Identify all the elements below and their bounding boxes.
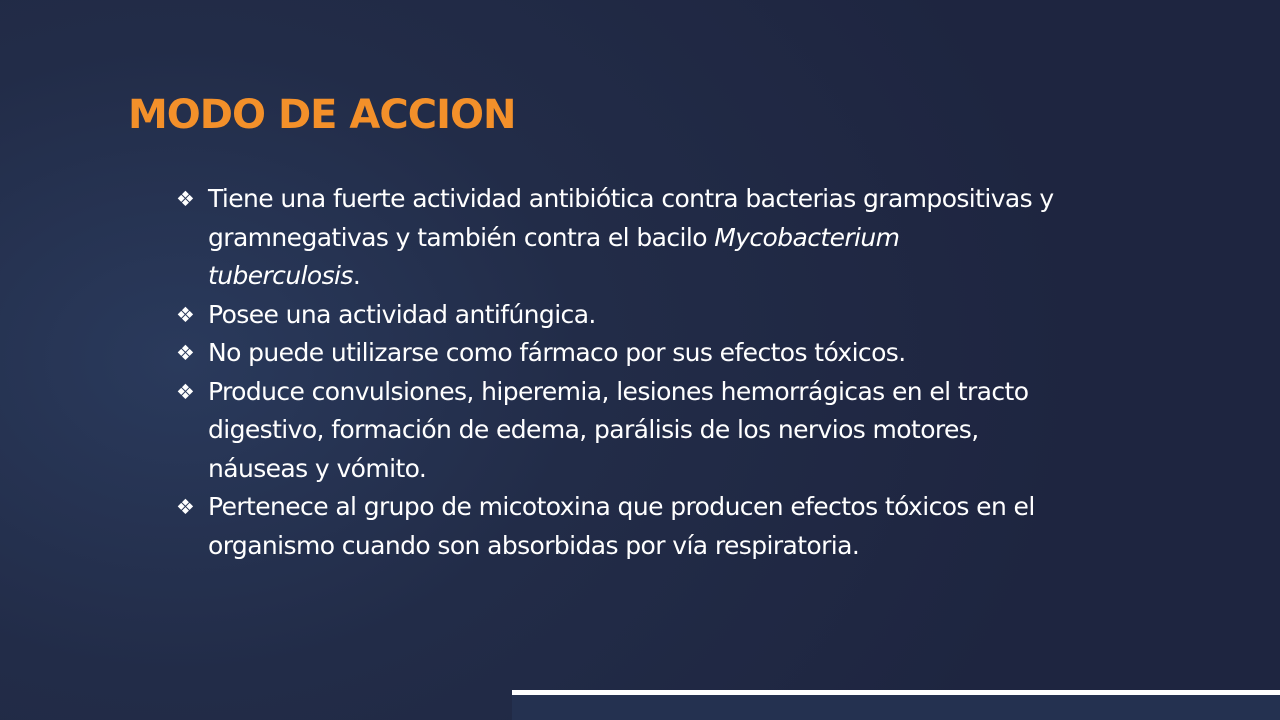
diamond-bullet-icon: ❖ bbox=[176, 187, 195, 211]
diamond-bullet-icon: ❖ bbox=[176, 379, 195, 404]
bullet-italic-text: Mycobacterium tuberculosis bbox=[208, 222, 900, 290]
bullet-text: No puede utilizarse como fármaco por sus efectos tóxicos. bbox=[208, 338, 906, 367]
bullet-text: Produce convulsiones, hiperemia, lesiones hemorrágicas en el tracto digestivo, formación de edema, parálisis de los nervios motores, náuseas y vómito. bbox=[208, 376, 1029, 483]
bullet-item bbox=[176, 373, 1056, 489]
bullet-text: Pertenece al grupo de micotoxina que producen efectos tóxicos en el organismo cuando son absorbidas por vía respiratoria. bbox=[208, 492, 1035, 560]
bottom-accent-bar bbox=[512, 690, 1280, 720]
bottom-accent-line bbox=[512, 690, 1280, 695]
bullet-list bbox=[176, 180, 1056, 565]
bullet-item bbox=[176, 488, 1056, 565]
diamond-bullet-icon: ❖ bbox=[176, 341, 195, 365]
slide-title: MODO DE ACCION bbox=[128, 92, 516, 138]
diamond-bullet-icon: ❖ bbox=[176, 302, 195, 327]
bullet-item bbox=[176, 334, 1056, 373]
bullet-text: Tiene una fuerte actividad antibiótica contra bacterias grampositivas y gramnegativas y también contra el bacilo bbox=[208, 184, 1054, 252]
bullet-item bbox=[176, 296, 1056, 335]
bullet-suffix: . bbox=[352, 261, 361, 290]
diamond-bullet-icon: ❖ bbox=[176, 495, 195, 519]
bullet-item bbox=[176, 180, 1056, 296]
bullet-text: Posee una actividad antifúngica. bbox=[208, 299, 596, 329]
